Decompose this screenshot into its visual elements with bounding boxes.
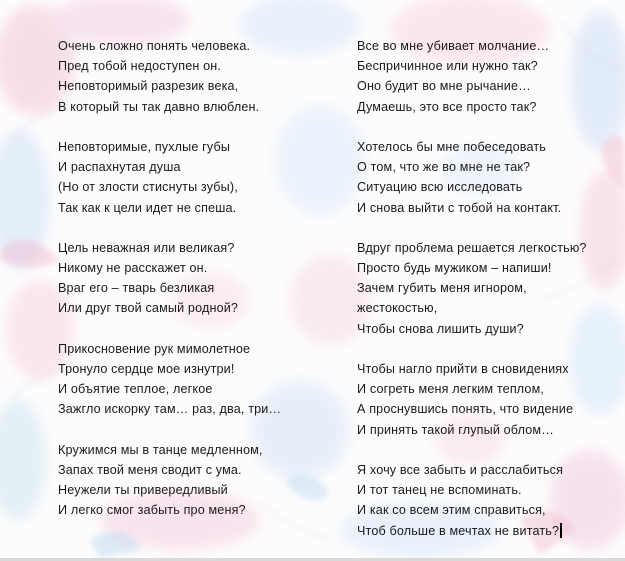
poem-line: Я хочу все забыть и расслабиться xyxy=(357,462,564,477)
poem-line: Чтобы нагло прийти в сновидениях xyxy=(357,362,569,376)
poem-line: Очень сложно понять человека. xyxy=(58,39,251,53)
stanza xyxy=(58,137,318,218)
poem-line: И снова выйти с тобой на контакт. xyxy=(357,200,562,215)
poem-line: Или друг твой самый родной? xyxy=(58,301,239,316)
poem-line: Вдруг проблема решается легкостью? xyxy=(357,240,587,255)
poem-line: Неповторимый разрезик века, xyxy=(58,79,239,94)
poem-line: И как со всем этим справиться, xyxy=(357,503,546,518)
poem-line: Чтоб больше в мечтах не витать? xyxy=(357,521,619,541)
poem-line: И принять такой глупый облом… xyxy=(357,422,554,437)
poem-line: Оно будит во мне рычание… xyxy=(357,79,531,94)
poem-line: Никому не расскажет он. xyxy=(58,261,208,276)
text-caret xyxy=(560,523,562,538)
poem-line: Все во мне убивает молчание… xyxy=(357,39,550,53)
poem-line: жестокостью, xyxy=(357,301,438,316)
poem-line: Беспричинное или нужно так? xyxy=(357,59,538,74)
poem-line: В который ты так давно влюблен. xyxy=(58,99,260,114)
stanza xyxy=(357,137,619,218)
stanza xyxy=(357,36,619,117)
poem-line: И объятие теплое, легкое xyxy=(58,382,213,397)
poem-line: И распахнутая душа xyxy=(58,160,181,175)
poem-line: Ситуацию всю исследовать xyxy=(357,180,523,195)
poem-line: Зажгло искорку там… раз, два, три… xyxy=(58,402,282,417)
stanza xyxy=(58,440,318,521)
poem-line: Думаешь, это все просто так? xyxy=(357,99,537,114)
poem-line: И легко смог забыть про меня? xyxy=(58,503,246,518)
poem-line: Тронуло сердце мое изнутри! xyxy=(58,362,235,376)
poem-line: Просто будь мужиком – напиши! xyxy=(357,261,552,276)
poem-line: Враг его – тварь безликая xyxy=(58,281,215,296)
poem-line: Запах твой меня сводит с ума. xyxy=(58,462,242,477)
poem-line: Так как к цели идет не спеша. xyxy=(58,200,237,215)
stanza xyxy=(357,460,619,541)
stanza xyxy=(58,238,318,319)
stanza xyxy=(58,339,318,420)
poem-line: Пред тобой недоступен он. xyxy=(58,59,222,74)
poem-line: А проснувшись понять, что видение xyxy=(357,402,574,417)
poem-line: И тот танец не вспоминать. xyxy=(357,483,522,498)
right-poem-column xyxy=(357,36,619,558)
poem-line: Прикосновение рук мимолетное xyxy=(58,341,251,356)
poem-line: И согреть меня легким теплом, xyxy=(357,382,545,397)
stanza xyxy=(58,36,318,117)
poem-line: Неужели ты привередливый xyxy=(58,483,228,498)
poem-line: (Но от злости стиснуты зубы), xyxy=(58,180,238,195)
poem-line: Цель неважная или великая? xyxy=(58,240,235,255)
poem-line: Зачем губить меня игнором, xyxy=(357,281,527,296)
poem-line: Хотелось бы мне побеседовать xyxy=(357,139,547,154)
poem-line: Чтобы снова лишить души? xyxy=(357,321,524,336)
poem-line: Неповторимые, пухлые губы xyxy=(58,139,231,154)
poem-line: О том, что же во мне не так? xyxy=(357,160,531,175)
poem-line: Кружимся мы в танце медленном, xyxy=(58,442,263,457)
stanza xyxy=(357,359,619,440)
stanza xyxy=(357,238,619,339)
left-poem-column xyxy=(58,36,318,541)
